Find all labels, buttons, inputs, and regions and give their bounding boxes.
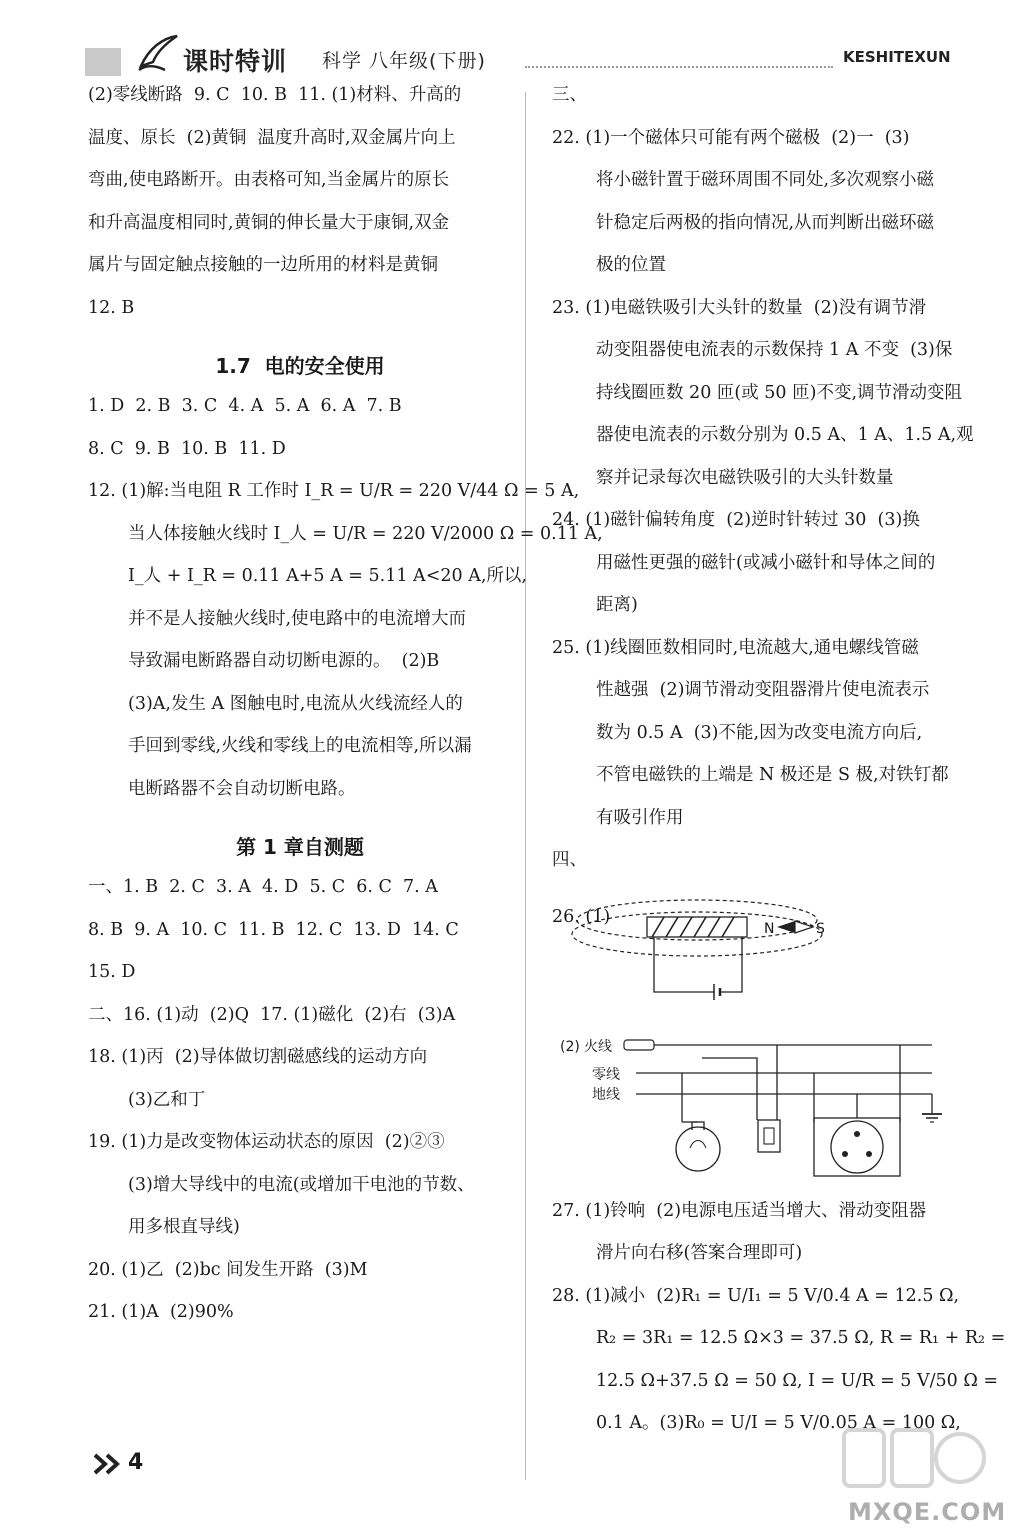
header-dotted-rule	[525, 66, 833, 68]
text-line: 将小磁针置于磁环周围不同处,多次观察小磁	[596, 170, 935, 190]
text-line: 三、	[552, 85, 587, 105]
book-title: 科学 八年级(下册)	[322, 50, 486, 72]
figure-26-2	[552, 1018, 970, 1178]
text-line: 12. (1)解:当电阻 R 工作时 I_R = U/R = 220 V/44 Ω = 5 A,	[88, 481, 580, 501]
fig26-question-label: 26. (1)	[552, 906, 611, 927]
brand-name: 课时特训	[183, 47, 288, 76]
section-heading: 1.7 电的安全使用	[215, 354, 385, 378]
header-gray-block	[85, 48, 121, 76]
ground-wire-label: 地线	[592, 1086, 620, 1103]
text-line: 当人体接触火线时 I_人 = U/R = 220 V/2000 Ω = 0.11 A,	[128, 523, 603, 544]
text-line: (3)增大导线中的电流(或增加干电池的节数、	[128, 1174, 475, 1195]
double-chevron-icon	[93, 1452, 125, 1476]
figure-26-1	[552, 892, 970, 1008]
solenoid-diagram	[552, 892, 970, 1008]
text-line: 28. (1)减小 (2)R₁ = U/I₁ = 5 V/0.4 A = 12.5 Ω,	[552, 1285, 960, 1306]
text-line: 动变阻器使电流表的示数保持 1 A 不变 (3)保	[596, 340, 953, 360]
text-line: 性越强 (2)调节滑动变阻器滑片使电流表示	[596, 680, 930, 700]
text-line: 1. D 2. B 3. C 4. A 5. A 6. A 7. B	[88, 396, 402, 416]
north-pole-label: N	[764, 920, 775, 937]
brand-name-en: KESHITEXUN	[843, 48, 951, 66]
text-line: 手回到零线,火线和零线上的电流相等,所以漏	[128, 736, 472, 756]
text-line: 四、	[552, 850, 587, 870]
text-line: (3)A,发生 A 图触电时,电流从火线流经人的	[128, 693, 463, 714]
text-line: 15. D	[88, 962, 136, 982]
text-line: 温度、原长 (2)黄铜 温度升高时,双金属片向上	[88, 127, 456, 148]
fig26b-question-label: (2)	[560, 1038, 580, 1055]
text-line: 12.5 Ω+37.5 Ω = 50 Ω, I = U/R = 5 V/50 Ω =	[596, 1370, 999, 1391]
section-heading: 第 1 章自测题	[236, 835, 364, 859]
text-line: 并不是人接触火线时,使电路中的电流增大而	[128, 608, 467, 629]
text-line: 用磁性更强的磁针(或减小磁针和导体之间的	[596, 552, 936, 573]
text-line: 滑片向右移(答案合理即可)	[596, 1243, 803, 1263]
text-line: 20. (1)乙 (2)bc 间发生开路 (3)M	[88, 1259, 368, 1280]
text-line: 二、16. (1)动 (2)Q 17. (1)磁化 (2)右 (3)A	[88, 1004, 456, 1025]
text-line: 23. (1)电磁铁吸引大头针的数量 (2)没有调节滑	[552, 297, 927, 318]
text-line: 22. (1)一个磁体只可能有两个磁极 (2)一 (3)	[552, 127, 910, 148]
right-column	[552, 84, 1006, 1455]
text-line: 距离)	[596, 595, 638, 615]
text-line: 12. B	[88, 297, 135, 318]
text-line: 25. (1)线圈匝数相同时,电流越大,通电螺线管磁	[552, 637, 919, 658]
text-line: 27. (1)铃响 (2)电源电压适当增大、滑动变阻器	[552, 1200, 927, 1221]
text-line: 弯曲,使电路断开。由表格可知,当金属片的原长	[88, 170, 450, 190]
text-line: 和升高温度相同时,黄铜的伸长量大于康铜,双金	[88, 212, 450, 233]
pen-logo-icon	[135, 30, 183, 78]
south-pole-label: S	[816, 920, 825, 937]
text-line: 极的位置	[596, 255, 666, 275]
text-line: 用多根直导线)	[128, 1217, 240, 1237]
text-line: R₂ = 3R₁ = 12.5 Ω×3 = 37.5 Ω, R = R₁ + R₂ =	[596, 1328, 1006, 1348]
text-line: 8. B 9. A 10. C 11. B 12. C 13. D 14. C	[88, 919, 459, 940]
page-number: 4	[128, 1450, 144, 1475]
right-column-top	[552, 84, 974, 892]
text-line: 一、1. B 2. C 3. A 4. D 5. C 6. C 7. A	[88, 877, 438, 897]
live-wire-label: 火线	[584, 1038, 612, 1055]
text-line: 针稳定后两极的指向情况,从而判断出磁环磁	[596, 212, 935, 233]
text-line: (2)零线断路 9. C 10. B 11. (1)材料、升高的	[88, 85, 462, 105]
text-line: I_人 + I_R = 0.11 A+5 A = 5.11 A<20 A,所以,	[128, 566, 527, 586]
text-line: 19. (1)力是改变物体运动状态的原因 (2)②③	[88, 1132, 445, 1152]
column-divider	[525, 92, 526, 1480]
right-column-bottom	[552, 1200, 1006, 1455]
text-line: 不管电磁铁的上端是 N 极还是 S 极,对铁钉都	[596, 765, 949, 785]
text-line: 18. (1)丙 (2)导体做切割磁感线的运动方向	[88, 1047, 428, 1067]
page-header	[0, 0, 1018, 90]
text-line: 属片与固定触点接触的一边所用的材料是黄铜	[88, 255, 438, 275]
text-line: (3)乙和丁	[128, 1089, 206, 1110]
text-line: 24. (1)磁针偏转角度 (2)逆时针转过 30 (3)换	[552, 510, 920, 530]
text-line: 持线圈匝数 20 匝(或 50 匝)不变,调节滑动变阻	[596, 382, 963, 403]
text-line: 察并记录每次电磁铁吸引的大头针数量	[596, 467, 894, 488]
neutral-wire-label: 零线	[592, 1066, 620, 1083]
text-line: 0.1 A。(3)R₀ = U/I = 5 V/0.05 A = 100 Ω,	[596, 1413, 961, 1433]
text-line: 21. (1)A (2)90%	[88, 1302, 234, 1322]
text-line: 器使电流表的示数分别为 0.5 A、1 A、1.5 A,观	[596, 425, 974, 445]
text-line: 电断路器不会自动切断电路。	[128, 778, 356, 799]
watermark-text: MXQE.COM	[848, 1498, 1007, 1526]
text-line: 8. C 9. B 10. B 11. D	[88, 438, 286, 459]
text-line: 导致漏电断路器自动切断电源的。 (2)B	[128, 651, 440, 671]
text-line: 有吸引作用	[596, 807, 684, 828]
text-line: 数为 0.5 A (3)不能,因为改变电流方向后,	[596, 722, 923, 743]
